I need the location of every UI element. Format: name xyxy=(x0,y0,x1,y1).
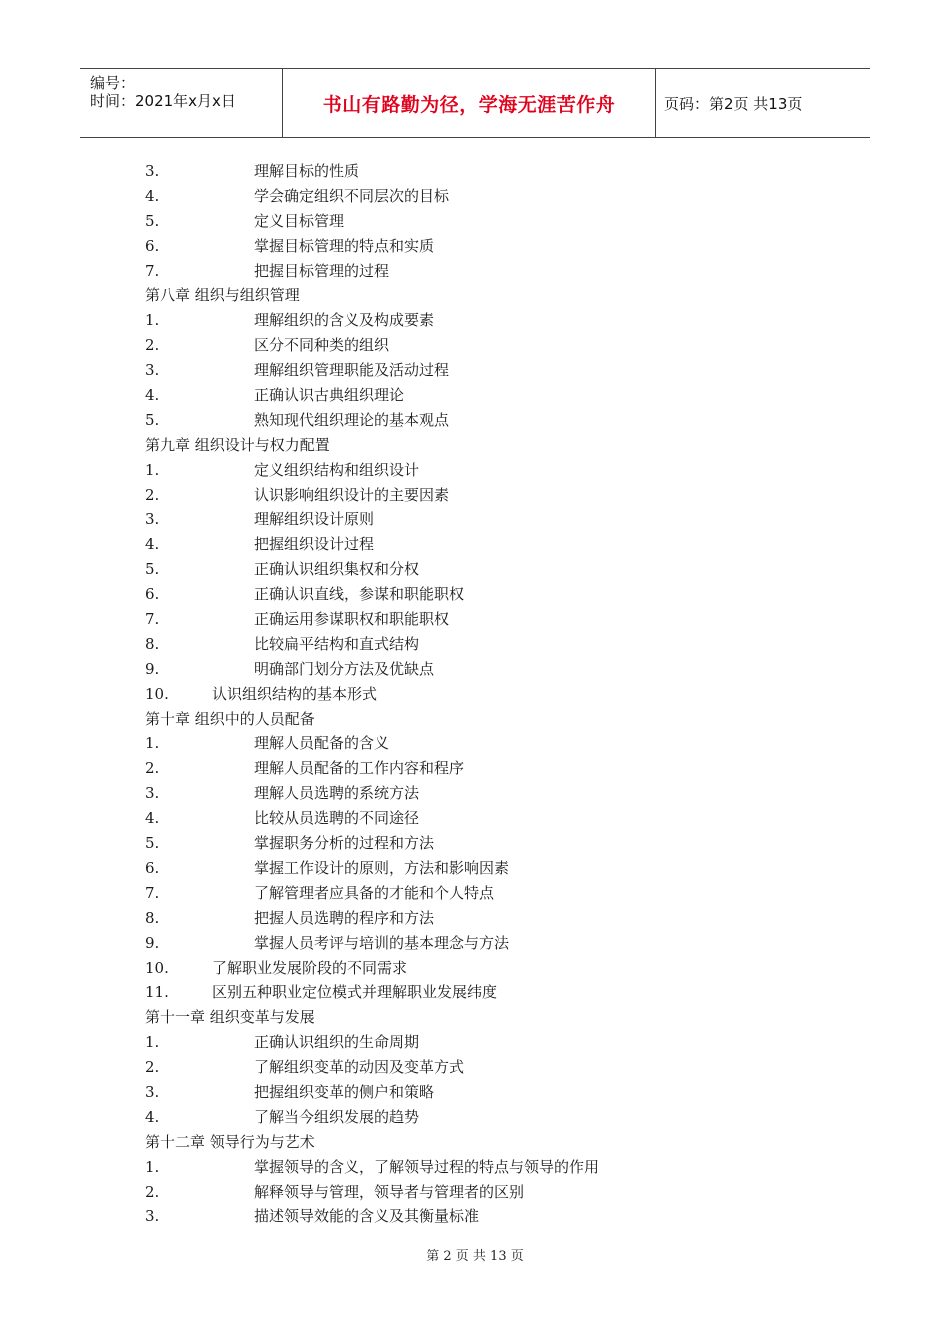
list-item-text: 理解人员配备的含义 xyxy=(254,734,390,753)
list-item-text: 正确运用参谋职权和职能职权 xyxy=(254,610,450,629)
list-item xyxy=(145,881,845,906)
list-item-text: 了解组织变革的动因及变革方式 xyxy=(254,1058,465,1077)
list-item xyxy=(145,532,845,557)
page-footer: 第 2 页 共 13 页 xyxy=(426,1249,524,1264)
list-item-number: 3. xyxy=(145,1082,160,1101)
list-item-number: 8. xyxy=(145,634,160,653)
list-item-text: 把握目标管理的过程 xyxy=(254,261,390,280)
list-item-number: 1. xyxy=(145,460,160,479)
list-item-number: 1. xyxy=(145,311,160,330)
list-item-number: 1. xyxy=(145,1033,160,1052)
list-item xyxy=(145,383,845,408)
list-item xyxy=(145,159,845,184)
list-item xyxy=(145,856,845,881)
list-item-number: 4. xyxy=(145,1107,160,1126)
list-item-number: 3. xyxy=(145,1207,160,1226)
list-item xyxy=(145,333,845,358)
list-item-number: 7. xyxy=(145,883,160,902)
list-item xyxy=(145,1180,845,1205)
list-item-text: 理解人员配备的工作内容和程序 xyxy=(254,759,465,778)
list-item-number: 5. xyxy=(145,211,160,230)
list-item-text: 学会确定组织不同层次的目标 xyxy=(254,186,450,205)
list-item-text: 熟知现代组织理论的基本观点 xyxy=(254,410,450,429)
list-item-text: 把握组织变革的侧户和策略 xyxy=(254,1082,435,1101)
list-item-text: 理解组织管理职能及活动过程 xyxy=(254,361,450,380)
list-item-text: 区别五种职业定位模式并理解职业发展纬度 xyxy=(212,983,498,1002)
list-item xyxy=(145,607,845,632)
list-item-text: 理解目标的性质 xyxy=(254,162,360,180)
list-item xyxy=(145,756,845,781)
list-item-number: 7. xyxy=(145,261,160,280)
list-item-text: 正确认识古典组织理论 xyxy=(254,386,405,405)
list-item-text: 了解职业发展阶段的不同需求 xyxy=(212,958,408,977)
list-item xyxy=(145,507,845,532)
list-item-text: 掌握职务分析的过程和方法 xyxy=(254,834,435,853)
list-item xyxy=(145,731,845,756)
list-item-number: 10. xyxy=(145,684,169,703)
list-item xyxy=(145,582,845,607)
list-item-text: 把握组织设计过程 xyxy=(254,535,375,554)
list-item-text: 了解当今组织发展的趋势 xyxy=(254,1107,420,1126)
header-meta-cell xyxy=(80,69,283,137)
chapter-heading xyxy=(145,1130,845,1155)
list-item-number: 6. xyxy=(145,236,160,255)
list-item xyxy=(145,781,845,806)
list-item-number: 11. xyxy=(145,983,169,1002)
chapter-title: 第十章 组织中的人员配备 xyxy=(145,709,315,728)
list-item-number: 2. xyxy=(145,485,160,504)
list-item-number: 7. xyxy=(145,610,160,629)
list-item-text: 认识组织结构的基本形式 xyxy=(212,684,378,703)
list-item xyxy=(145,458,845,483)
list-item xyxy=(145,557,845,582)
list-item xyxy=(145,1080,845,1105)
header-motto: 书山有路勤为径，学海无涯苦作舟 xyxy=(283,69,656,137)
list-item-text: 掌握目标管理的特点和实质 xyxy=(254,236,435,255)
list-item-number: 10. xyxy=(145,958,169,977)
list-item-number: 1. xyxy=(145,734,160,753)
number-label: 编号： xyxy=(90,74,136,92)
list-item-text: 掌握领导的含义，了解领导过程的特点与领导的作用 xyxy=(254,1157,600,1176)
list-item-number: 3. xyxy=(145,361,160,380)
list-item xyxy=(145,308,845,333)
list-item-number: 3. xyxy=(145,510,160,529)
list-item xyxy=(145,1030,845,1055)
list-item-text: 正确认识组织集权和分权 xyxy=(254,560,420,579)
chapter-heading xyxy=(145,1005,845,1030)
list-item-text: 掌握工作设计的原则，方法和影响因素 xyxy=(254,858,510,877)
list-item-number: 6. xyxy=(145,858,160,877)
list-item-number: 2. xyxy=(145,1058,160,1077)
list-item-text: 解释领导与管理，领导者与管理者的区别 xyxy=(254,1182,525,1201)
list-item-text: 明确部门划分方法及优缺点 xyxy=(254,659,435,678)
list-item xyxy=(145,906,845,931)
list-item xyxy=(145,408,845,433)
list-item-number: 9. xyxy=(145,659,160,678)
list-item-number: 9. xyxy=(145,933,160,952)
list-item-text: 理解人员选聘的系统方法 xyxy=(254,784,420,803)
list-item-text: 理解组织设计原则 xyxy=(254,510,375,529)
list-item-text: 比较扁平结构和直式结构 xyxy=(254,634,420,653)
list-item-number: 3. xyxy=(145,784,160,803)
list-item xyxy=(145,657,845,682)
list-item-number: 2. xyxy=(145,1182,160,1201)
list-item-number: 4. xyxy=(145,186,160,205)
list-item xyxy=(145,632,845,657)
list-item xyxy=(145,806,845,831)
list-item-number: 5. xyxy=(145,560,160,579)
time-label: 时间：2021年x月x日 xyxy=(90,92,236,110)
list-item-number: 1. xyxy=(145,1157,160,1176)
list-item-text: 区分不同种类的组织 xyxy=(254,336,390,355)
list-item xyxy=(145,1055,845,1080)
list-item xyxy=(145,956,845,981)
chapter-heading xyxy=(145,433,845,458)
list-item-text: 掌握人员考评与培训的基本理念与方法 xyxy=(254,933,510,952)
list-item xyxy=(145,682,845,707)
list-item-number: 5. xyxy=(145,834,160,853)
list-item-number: 3. xyxy=(145,162,160,180)
list-item-text: 理解组织的含义及构成要素 xyxy=(254,311,435,330)
list-item-number: 4. xyxy=(145,386,160,405)
list-item-number: 4. xyxy=(145,809,160,828)
list-item-text: 把握人员选聘的程序和方法 xyxy=(254,908,435,927)
page-header xyxy=(80,68,870,138)
list-item xyxy=(145,980,845,1005)
list-item-text: 定义目标管理 xyxy=(254,211,345,230)
chapter-title: 第十二章 领导行为与艺术 xyxy=(145,1132,315,1151)
list-item xyxy=(145,1204,845,1229)
list-item-text: 描述领导效能的含义及其衡量标准 xyxy=(254,1207,480,1226)
list-item-number: 5. xyxy=(145,410,160,429)
list-item-number: 6. xyxy=(145,585,160,604)
list-item-text: 认识影响组织设计的主要因素 xyxy=(254,485,450,504)
list-item-text: 正确认识组织的生命周期 xyxy=(254,1033,420,1052)
list-item xyxy=(145,1155,845,1180)
list-item-text: 正确认识直线，参谋和职能职权 xyxy=(254,585,465,604)
list-item xyxy=(145,234,845,259)
list-item-text: 定义组织结构和组织设计 xyxy=(254,460,420,479)
list-item-text: 比较从员选聘的不同途径 xyxy=(254,809,420,828)
chapter-heading xyxy=(145,283,845,308)
chapter-title: 第九章 组织设计与权力配置 xyxy=(145,435,330,454)
list-item-number: 2. xyxy=(145,759,160,778)
list-item xyxy=(145,931,845,956)
list-item-text: 了解管理者应具备的才能和个人特点 xyxy=(254,883,495,902)
list-item xyxy=(145,259,845,284)
list-item xyxy=(145,209,845,234)
chapter-title: 第十一章 组织变革与发展 xyxy=(145,1008,315,1027)
list-item-number: 2. xyxy=(145,336,160,355)
header-page-info: 页码：第2页 共13页 xyxy=(664,94,803,113)
list-item xyxy=(145,1105,845,1130)
list-item xyxy=(145,831,845,856)
list-item xyxy=(145,483,845,508)
list-item xyxy=(145,358,845,383)
chapter-title: 第八章 组织与组织管理 xyxy=(145,286,300,305)
document-body xyxy=(145,159,845,1229)
list-item-number: 8. xyxy=(145,908,160,927)
chapter-heading xyxy=(145,707,845,732)
list-item xyxy=(145,184,845,209)
list-item-number: 4. xyxy=(145,535,160,554)
